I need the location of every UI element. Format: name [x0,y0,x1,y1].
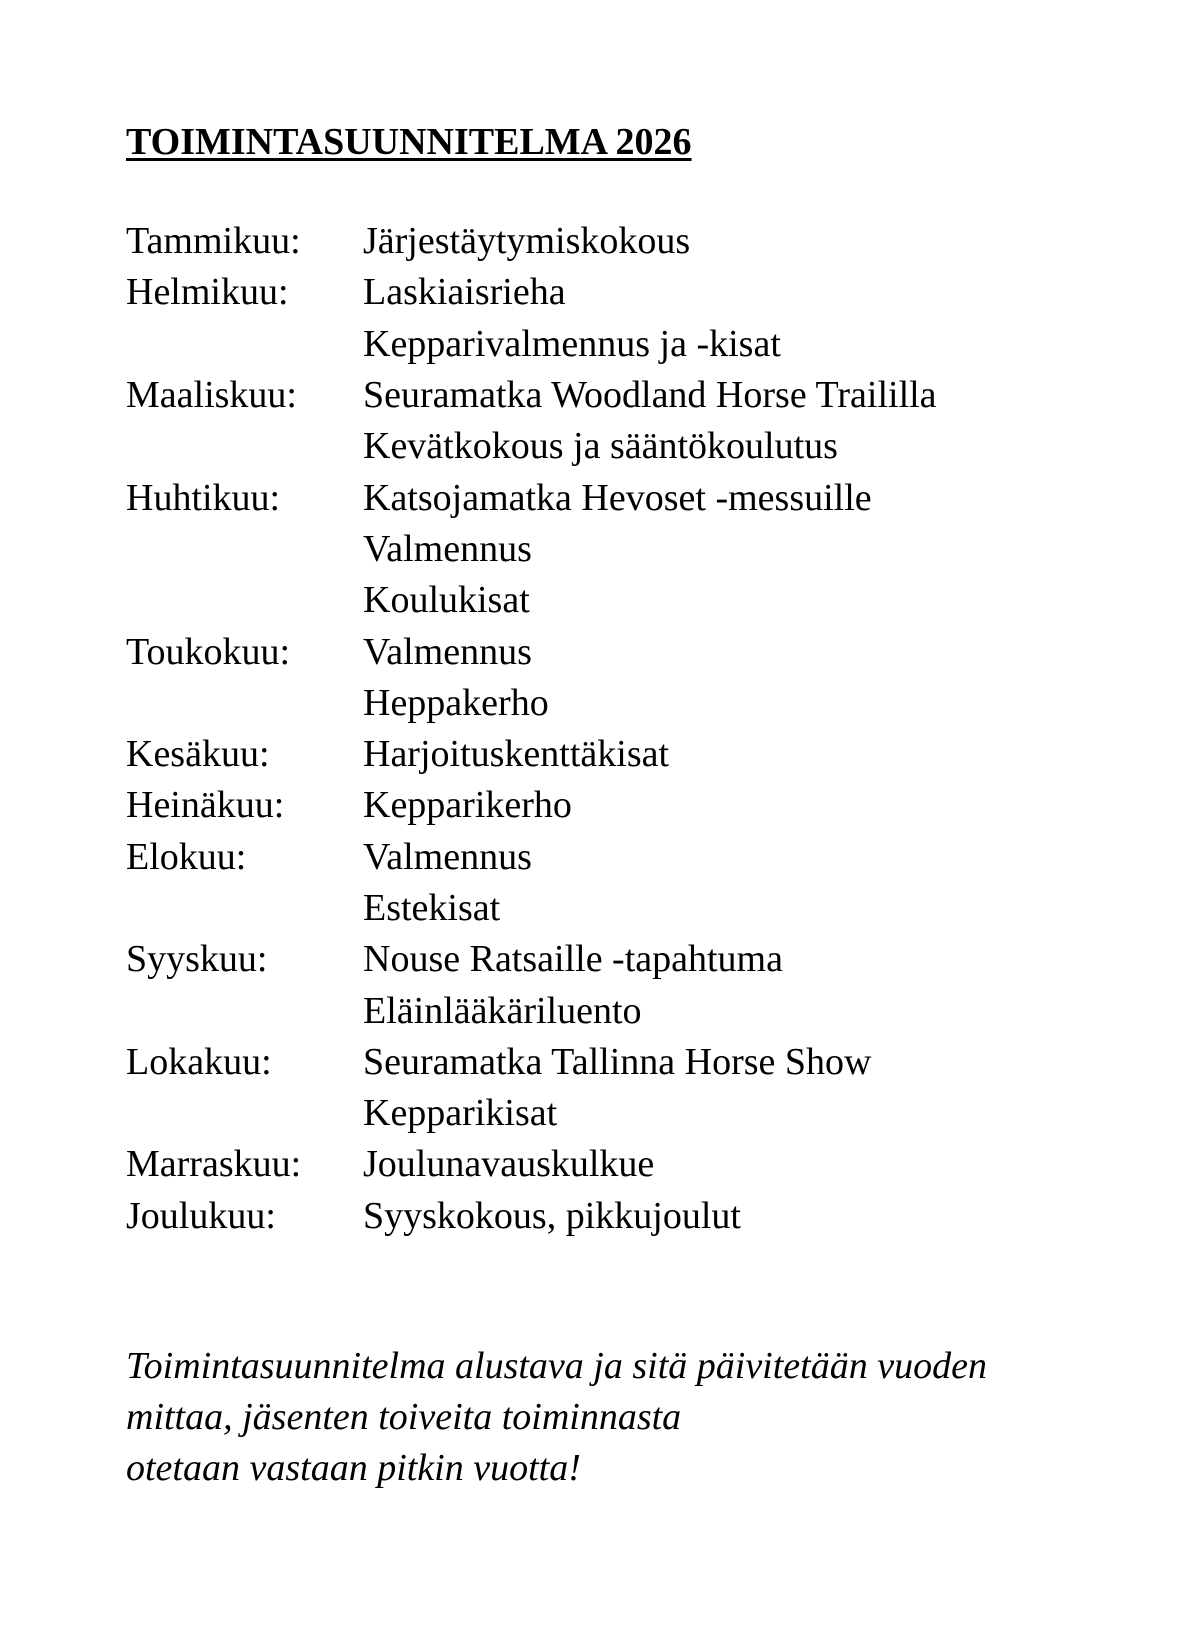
schedule-row [126,319,1166,370]
month-label: Elokuu: [126,835,247,878]
schedule-row [126,524,1166,575]
document-title: TOIMINTASUUNNITELMA 2026 [126,121,692,163]
month-label: Helmikuu: [126,271,289,314]
note-line: otetaan vastaan pitkin vuotta! [126,1447,581,1489]
schedule-row [126,832,1166,883]
month-label: Tammikuu: [126,220,301,263]
schedule-row [126,1191,1166,1242]
month-label: Huhtikuu: [126,476,281,519]
activity-text: Kepparikisat [363,1092,558,1135]
month-label: Syyskuu: [126,938,268,981]
activity-text: Kevätkokous ja sääntökoulutus [363,425,838,468]
activity-text: Laskiaisrieha [363,271,566,314]
month-label: Kesäkuu: [126,733,270,776]
month-label: Lokakuu: [126,1040,272,1083]
closing-note [126,1341,1166,1494]
activity-text: Valmennus [363,630,532,673]
month-label: Maaliskuu: [126,374,297,417]
activity-text: Syyskokous, pikkujoulut [363,1194,741,1237]
schedule-list [126,216,1166,1242]
activity-text: Kepparikerho [363,784,572,827]
activity-text: Joulunavauskulkue [363,1143,655,1186]
schedule-row [126,1088,1166,1139]
schedule-row [126,370,1166,421]
activity-text: Järjestäytymiskokous [363,220,691,263]
activity-text: Eläinlääkäriluento [363,989,642,1032]
schedule-row [126,729,1166,780]
schedule-row [126,216,1166,267]
activity-text: Valmennus [363,527,532,570]
schedule-row [126,1139,1166,1190]
schedule-row [126,472,1166,523]
activity-text: Heppakerho [363,681,549,724]
activity-text: Koulukisat [363,579,530,622]
schedule-row [126,678,1166,729]
month-label: Heinäkuu: [126,784,285,827]
schedule-row [126,267,1166,318]
activity-text: Harjoituskenttäkisat [363,733,670,776]
schedule-row [126,421,1166,472]
activity-text: Seuramatka Woodland Horse Traililla [363,374,937,417]
activity-text: Katsojamatka Hevoset -messuille [363,476,872,519]
activity-text: Kepparivalmennus ja -kisat [363,322,781,365]
schedule-row [126,626,1166,677]
activity-text: Estekisat [363,887,501,929]
schedule-row [126,780,1166,831]
month-label: Joulukuu: [126,1194,276,1237]
schedule-row [126,575,1166,626]
schedule-row [126,934,1166,985]
month-label: Toukokuu: [126,630,291,673]
note-line: mittaa, jäsenten toiveita toiminnasta [126,1396,682,1438]
month-label: Marraskuu: [126,1143,302,1186]
note-line: Toimintasuunnitelma alustava ja sitä päivitetään vuoden [126,1345,987,1387]
schedule-row [126,883,1166,934]
activity-text: Valmennus [363,835,532,878]
schedule-row [126,1037,1166,1088]
activity-text: Nouse Ratsaille -tapahtuma [363,938,783,981]
schedule-row [126,985,1166,1036]
activity-text: Seuramatka Tallinna Horse Show [363,1040,872,1083]
